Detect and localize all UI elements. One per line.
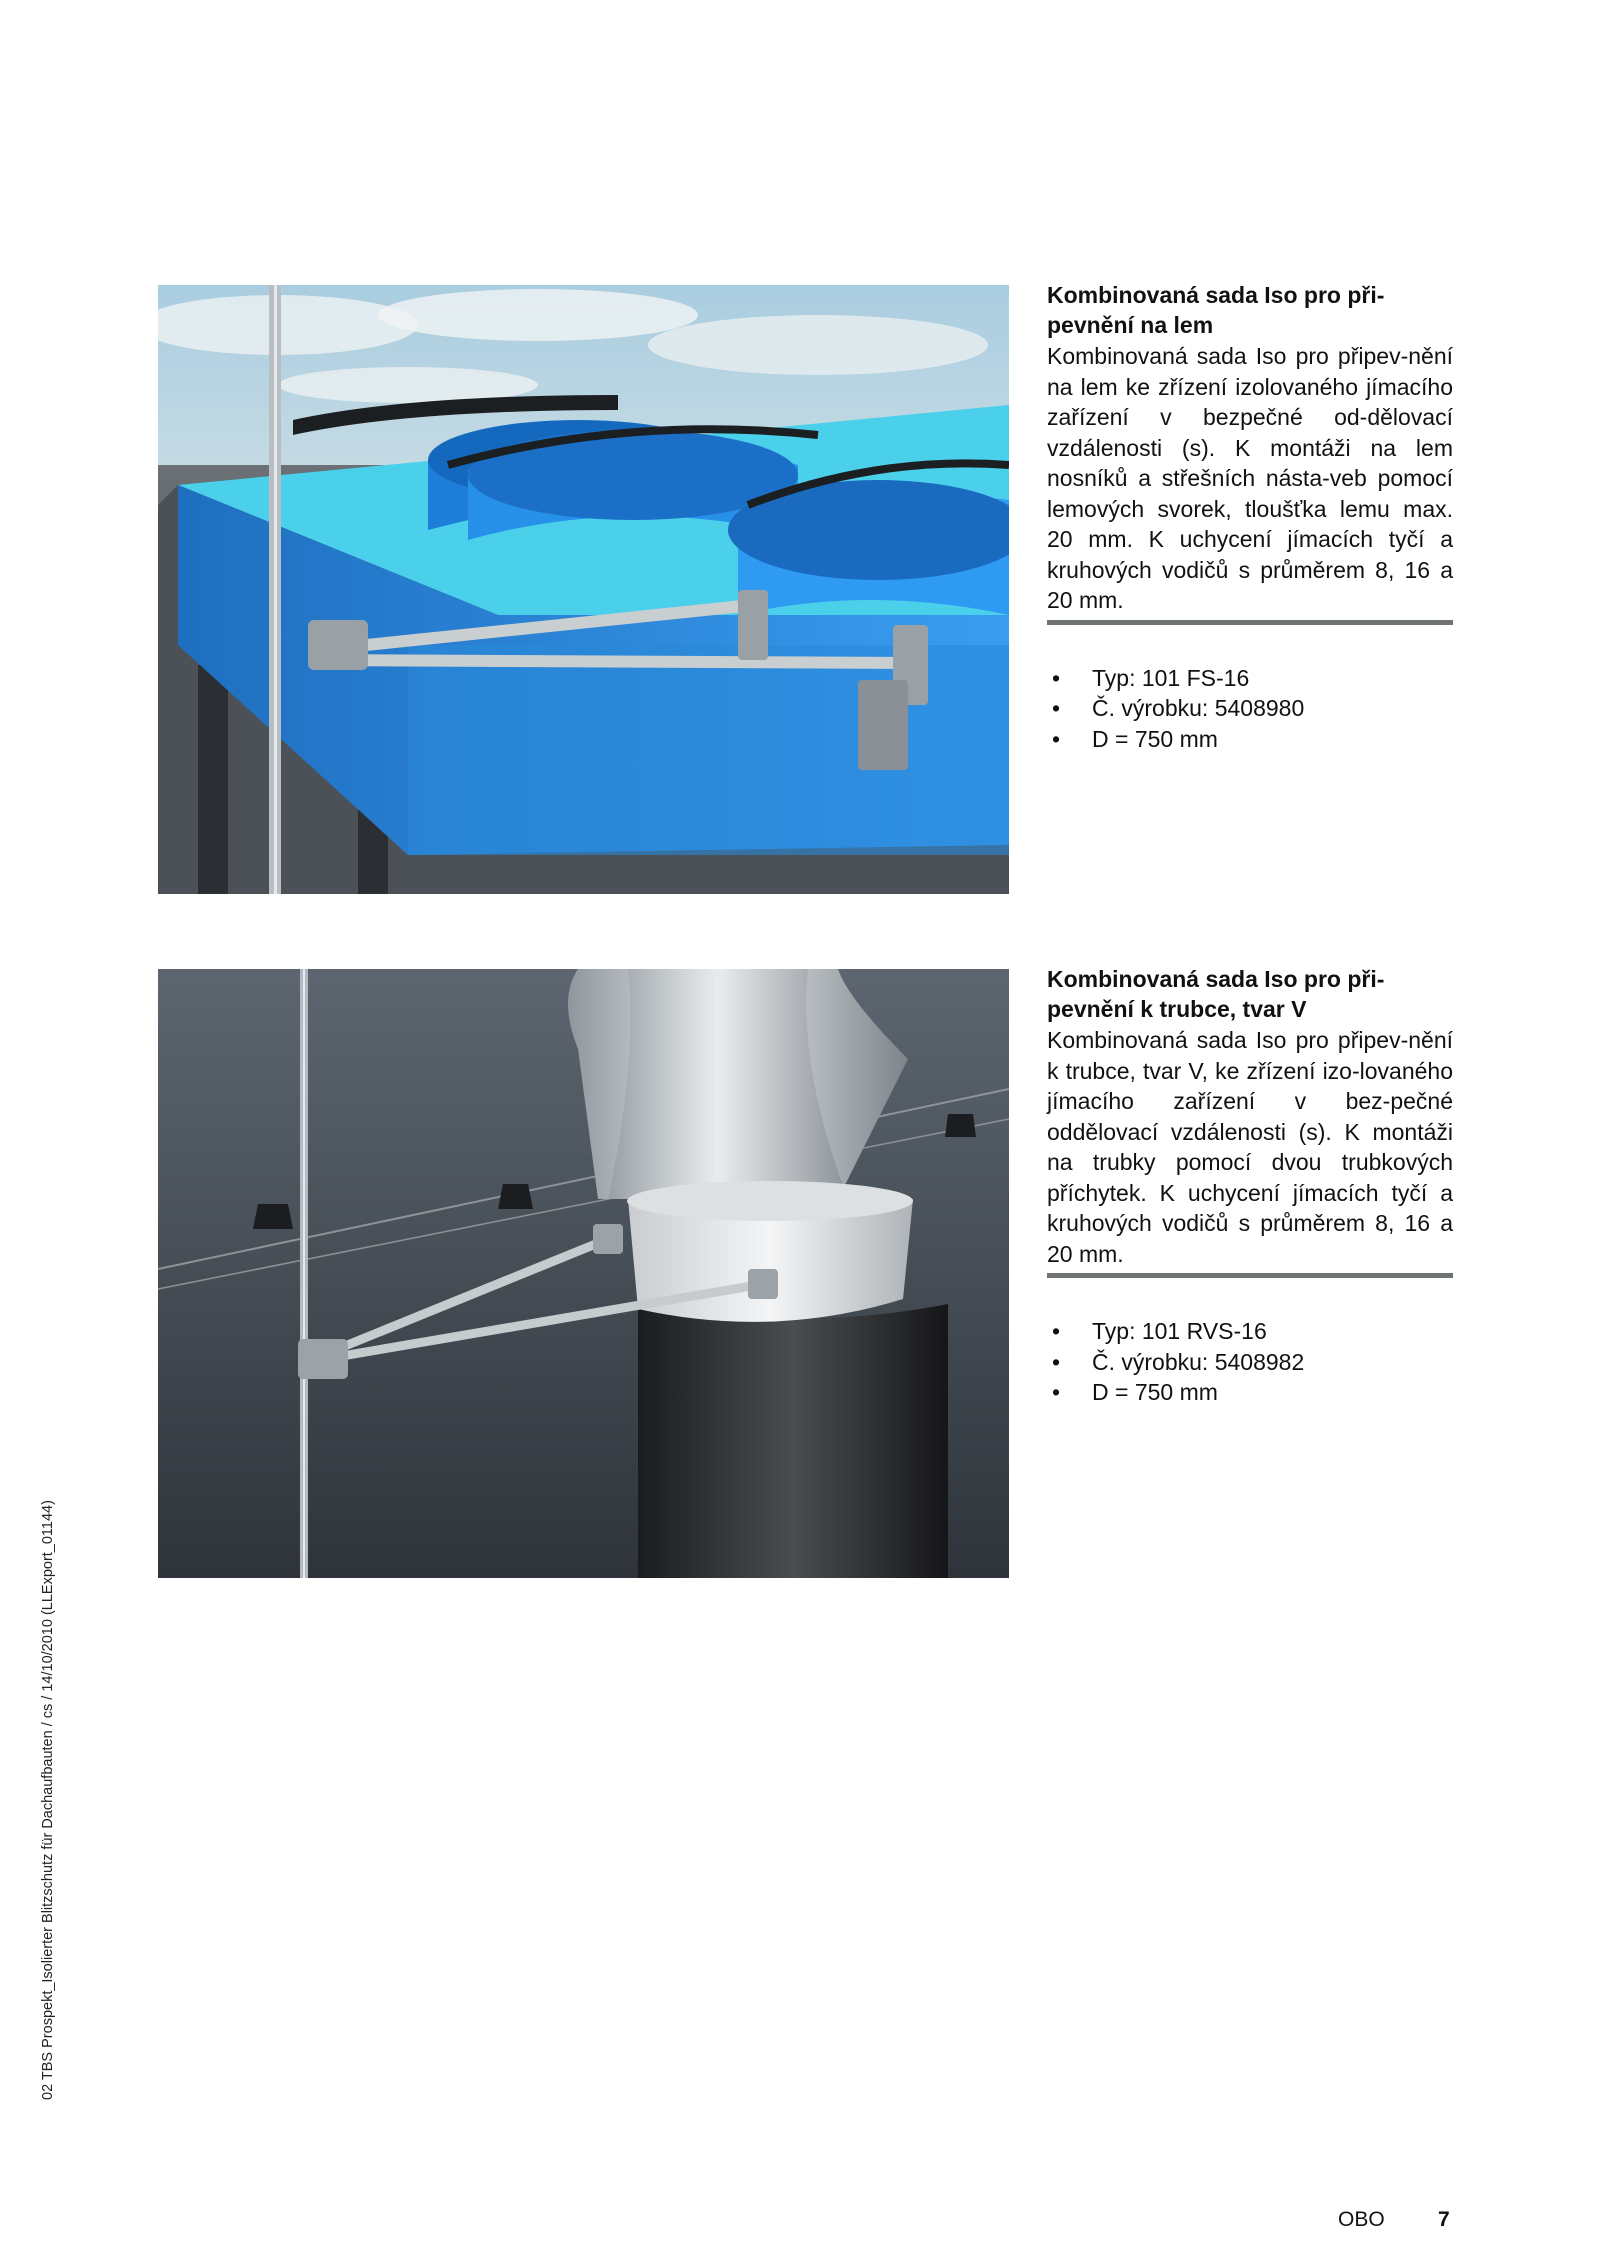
spec-type: • Typ: 101 FS-16: [1047, 663, 1453, 694]
document-reference-sidebar: 02 TBS Prospekt_Isolierter Blitzschutz für Dachaufbauten / cs / 14/10/2010 (LLExport_01144): [40, 1500, 56, 2100]
spec-distance: • D = 750 mm: [1047, 724, 1453, 755]
product-photo-pipe-mount-v: [158, 969, 1009, 1578]
product-title: Kombinovaná sada Iso pro při- pevnění k trubce, tvar V: [1047, 966, 1385, 1022]
spec-distance: • D = 750 mm: [1047, 1377, 1453, 1408]
page-number: 7: [1438, 2208, 1450, 2231]
spec-list: [1047, 663, 1453, 755]
product-block-pipe-mount-v: [1047, 964, 1453, 1408]
product-description: Kombinovaná sada Iso pro připev-nění k trubce, tvar V, ke zřízení izo-lovaného jímacího zařízení v bez-pečné oddělovací vzdálenosti (s). K montáži na trubky pomocí dvou trubkových příchytek. K uchycení jímacích tyčí a kruhových vodičů s průměrem 8, 16 a 20 mm.: [1047, 1027, 1453, 1267]
section-divider: [1047, 1273, 1453, 1278]
product-title: Kombinovaná sada Iso pro při- pevnění na lem: [1047, 282, 1385, 338]
footer-brand: OBO: [1338, 2208, 1385, 2231]
spec-type: • Typ: 101 RVS-16: [1047, 1316, 1453, 1347]
spec-article-number: • Č. výrobku: 5408982: [1047, 1347, 1453, 1378]
product-block-flange-mount: [1047, 280, 1453, 754]
section-divider: [1047, 620, 1453, 625]
product-photo-flange-mount: [158, 285, 1009, 894]
spec-article-number: • Č. výrobku: 5408980: [1047, 693, 1453, 724]
spec-list: [1047, 1316, 1453, 1408]
product-description: Kombinovaná sada Iso pro připev-nění na lem ke zřízení izolovaného jímacího zařízení v bezpečné od-dělovací vzdálenosti (s). K montáži na lem nosníků a střešních násta-veb pomocí lemových svorek, tloušťka lemu max. 20 mm. K uchycení jímacích tyčí a kruhových vodičů s průměrem 8, 16 a 20 mm.: [1047, 343, 1453, 613]
